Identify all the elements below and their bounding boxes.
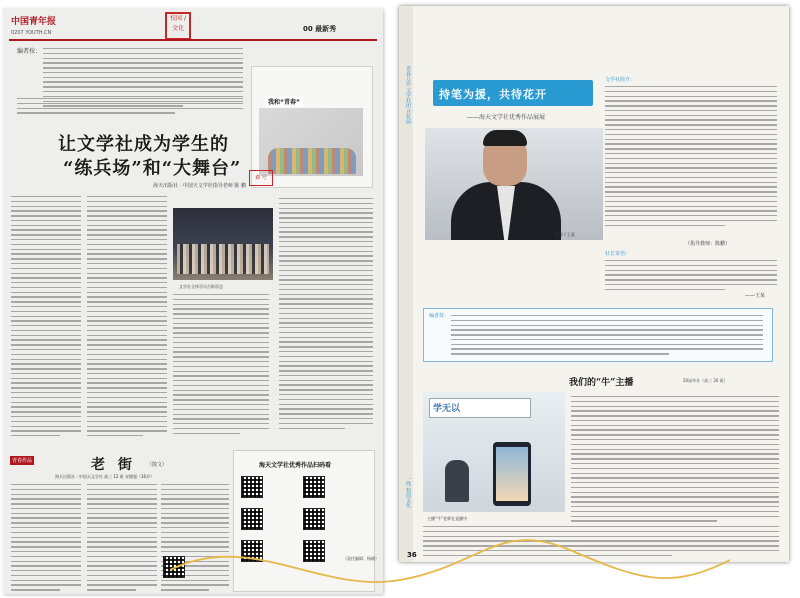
red-seal-stamp: 森 号 [249, 170, 273, 186]
feature-subtitle: ——海天文学社优秀作品展展 [467, 114, 546, 121]
essay-column-1 [11, 484, 81, 594]
essay-byline: 海天出版社 · 中国天文学社 高三 12 班 宋健超（16岁） [55, 474, 155, 479]
article-column-3 [173, 294, 269, 437]
essay-genre: （散文） [147, 462, 168, 468]
section-tag: 青春作品 [12, 458, 33, 464]
editor-note-text-2 [17, 98, 243, 117]
newspaper-headline-line2: “练兵场”和“大舞台” [63, 158, 242, 179]
teacher-signature: （指导教师：陈鹏） [685, 241, 731, 247]
newspaper-headline-line1: 让文学社成为学生的 [58, 134, 229, 155]
article-column-4 [279, 198, 373, 432]
photo-phone-screen [496, 447, 528, 501]
anchor-article-title: 我们的“牛”主播 [569, 378, 634, 388]
editor-credit: （责任编辑：杨晓） [343, 556, 379, 561]
newspaper-byline: 海天出版社 · 中国天文学社指导老师 陈 鹏 [153, 183, 246, 189]
article-column-2 [87, 196, 167, 440]
club-intro-label: 文学社简介： [605, 77, 636, 83]
anchor-article-text-1 [571, 396, 779, 525]
newspaper-url: 0207 YOUTH.CN [11, 30, 52, 36]
contest-people-image [268, 148, 356, 174]
magazine-spine-text: 青春万岁 文学社团 百花园 [405, 66, 411, 125]
page-number: 36 [407, 551, 417, 559]
magazine-spine-bottom: 一线 校园文化 [405, 476, 411, 508]
newspaper-masthead: 中国青年报 [11, 17, 57, 27]
president-quote-text [605, 260, 777, 293]
group-photo-crowd [177, 244, 269, 274]
decorative-curve [170, 510, 730, 596]
anchor-photo-caption: 主播“牛”老师在直播中 [427, 516, 468, 521]
editor-note-label: 编者按： [17, 48, 42, 55]
newspaper-page-tag: 00 最新秀 [303, 25, 337, 33]
president-quote-label: 社长寄语： [605, 251, 631, 257]
qr-code-icon[interactable] [241, 476, 263, 498]
newspaper-page [3, 8, 383, 594]
president-quote-sign: ——王某 [745, 293, 766, 299]
portrait-caption: 指导 / 王某 [555, 232, 575, 237]
article-column-1 [11, 196, 81, 440]
feature-banner-title: 持笔为援，共待花开 [439, 88, 547, 101]
photo-person [445, 460, 469, 502]
photo-whiteboard-text: 学无以 [433, 404, 461, 414]
essay-title: 老 街 [91, 457, 136, 473]
magazine-page [399, 6, 789, 562]
essay-column-2 [87, 484, 157, 594]
club-intro-text [605, 86, 777, 229]
qr-code-icon[interactable] [303, 476, 325, 498]
portrait-hair [483, 130, 527, 146]
editor-callout-label: 编者按： [429, 313, 450, 319]
group-photo-caption: 文学社全体学员合影留念 [179, 284, 223, 289]
anchor-article-byline: 20届毕业（高三 20 班） [683, 378, 728, 383]
editor-callout-text [451, 315, 763, 358]
section-stamp: 校园 / 文化 [165, 12, 191, 40]
contest-title: 我和“青春” [265, 96, 303, 107]
works-qr-title: 海天文学社优秀作品扫码看 [259, 462, 332, 469]
masthead-rule [9, 39, 377, 41]
